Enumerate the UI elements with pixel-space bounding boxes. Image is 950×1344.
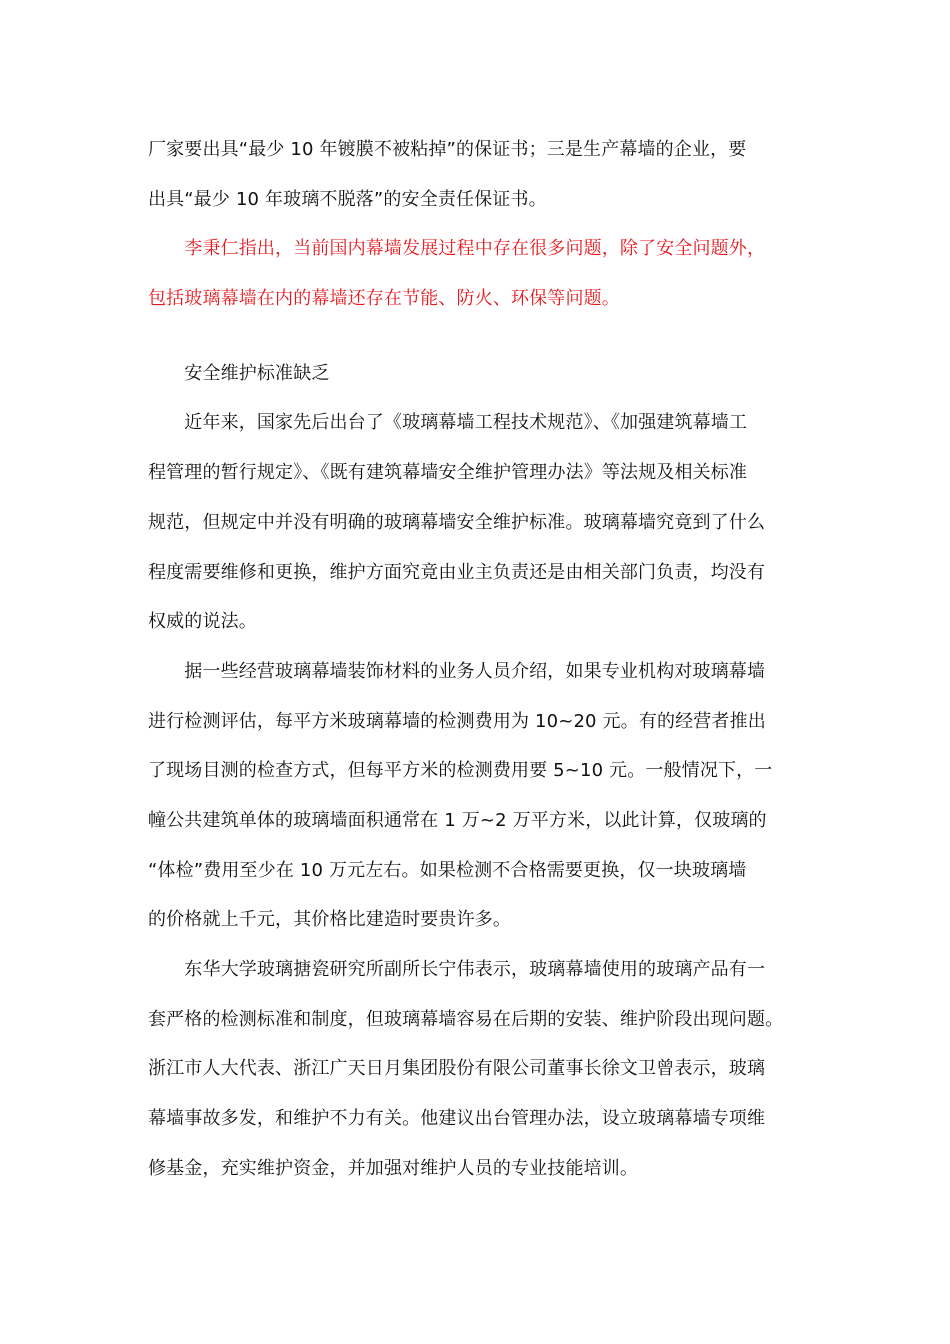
text-line: 进行检测评估，每平方米玻璃幕墙的检测费用为 10~20 元。有的经营者推出 <box>148 710 766 732</box>
text-line: 修基金，充实维护资金，并加强对维护人员的专业技能培训。 <box>148 1157 639 1179</box>
text-line: 包括玻璃幕墙在内的幕墙还存在节能、防火、环保等问题。 <box>148 288 620 310</box>
section-heading <box>148 355 803 405</box>
text-line: 程管理的暂行规定》、《既有建筑幕墙安全维护管理办法》等法规及相关标准 <box>148 462 748 484</box>
text-line: 厂家要出具“最少 10 年镀膜不被粘掉”的保证书；三是生产幕墙的企业，要 <box>148 139 747 160</box>
text-line: 套严格的检测标准和制度，但玻璃幕墙容易在后期的安装、维护阶段出现问题。 <box>148 1008 784 1030</box>
text-line: 的价格就上千元，其价格比建造时要贵许多。 <box>148 909 511 931</box>
text-line: 李秉仁指出，当前国内幕墙发展过程中存在很多问题，除了安全问题外， <box>148 238 766 260</box>
paragraph-inspection-cost <box>148 653 803 951</box>
text-line: 近年来，国家先后出台了《玻璃幕墙工程技术规范》、《加强建筑幕墙工 <box>148 412 748 434</box>
paragraph-highlight-red <box>148 230 803 329</box>
text-line: 幢公共建筑单体的玻璃墙面积通常在 1 万~2 万平方米，以此计算，仅玻璃的 <box>148 809 767 831</box>
text-line: 幕墙事故多发，和维护不力有关。他建议出台管理办法，设立玻璃幕墙专项维 <box>148 1108 766 1130</box>
text-line: 权威的说法。 <box>148 611 257 633</box>
text-line: 程度需要维修和更换，维护方面究竟由业主负责还是由相关部门负责，均没有 <box>148 561 766 583</box>
text-line: 出具“最少 10 年玻璃不脱落”的安全责任保证书。 <box>148 188 547 210</box>
paragraph-regulations <box>148 404 803 652</box>
text-line: “体检”费用至少在 10 万元左右。如果检测不合格需要更换，仅一块玻璃墙 <box>148 859 747 881</box>
text-line: 规范，但规定中并没有明确的玻璃幕墙安全维护标准。玻璃幕墙究竟到了什么 <box>148 511 766 533</box>
paragraph-expert-opinion <box>148 951 803 1199</box>
text-line: 东华大学玻璃搪瓷研究所副所长宁伟表示，玻璃幕墙使用的玻璃产品有一 <box>148 959 766 980</box>
text-line: 浙江市人大代表、浙江广天日月集团股份有限公司董事长徐文卫曾表示，玻璃 <box>148 1058 766 1080</box>
heading-line: 安全维护标准缺乏 <box>148 362 330 384</box>
text-line: 据一些经营玻璃幕墙装饰材料的业务人员介绍，如果专业机构对玻璃幕墙 <box>148 660 766 682</box>
paragraph-guarantee <box>148 131 803 230</box>
section-gap <box>148 330 803 355</box>
document-page <box>148 131 803 1199</box>
text-line: 了现场目测的检查方式，但每平方米的检测费用要 5~10 元。一般情况下，一 <box>148 760 773 782</box>
